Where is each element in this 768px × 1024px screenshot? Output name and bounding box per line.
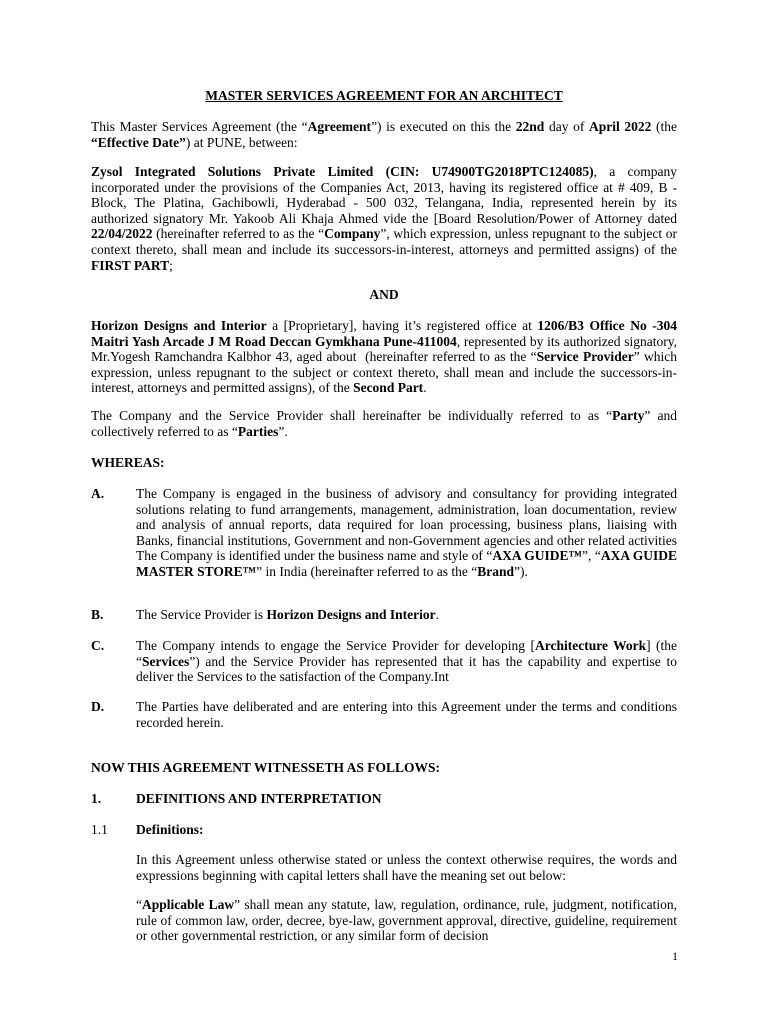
- subsection-1-1-heading: [91, 822, 677, 840]
- and-separator: AND: [369, 287, 399, 302]
- section-title: DEFINITIONS AND INTERPRETATION: [136, 791, 382, 806]
- recital-label: A.: [91, 486, 105, 501]
- second-party-paragraph: Horizon Designs and Interior a [Proprietary], having it’s registered office at 1206/B3 Office No -304 Maitri Yash Arcade J M Road Deccan Gymkhana Pune-411004, represented by its authorized signatory, Mr.Yogesh Ramchandra Kalbhor 43, aged about (hereinafter referred to as the “Service Provider” which expression, unless repugnant to the subject or context thereto, shall mean and include the successors-in-interest, attorneys and permitted assigns), of the Second Part.: [91, 318, 677, 396]
- applicable-law-definition: “Applicable Law” shall mean any statute, law, regulation, ordinance, rule, judgment, notification, rule of common law, order, decree, bye-law, government approval, directive, guideline, requirement or other governmental restriction, or any similar form of decision: [136, 897, 677, 944]
- page-number: 1: [672, 949, 678, 963]
- parties-definition-paragraph: The Company and the Service Provider shall hereinafter be individually referred to as “Party” and collectively referred to as “Parties”.: [91, 408, 677, 439]
- whereas-heading: WHEREAS:: [91, 455, 165, 470]
- section-number: 1.: [91, 791, 102, 806]
- recital-text: The Company intends to engage the Service Provider for developing [Architecture Work] (the “Services”) and the Service Provider has represented that it has the capability and expertise to deliver the Services to the satisfaction of the Company.Int: [136, 638, 677, 685]
- subsection-number: 1.1: [91, 822, 108, 837]
- recital-a: [91, 486, 677, 596]
- document-title: MASTER SERVICES AGREEMENT FOR AN ARCHITECT: [205, 88, 563, 103]
- recital-text: The Company is engaged in the business of advisory and consultancy for providing integrated solutions relating to fund arrangements, management, administration, loan documentation, review and analysis of annual reports, data required for loan processing, business plans, liaising with Banks, financial institutions, Government and non-Government agencies and other related activities The Company is identified under the business name and style of “AXA GUIDE™”, “AXA GUIDE MASTER STORE™” in India (hereinafter referred to as the “Brand”).: [136, 486, 678, 579]
- first-party-paragraph: Zysol Integrated Solutions Private Limited (CIN: U74900TG2018PTC124085), a company incorporated under the provisions of the Companies Act, 2013, having its registered office at # 409, B - Block, The Platina, Gachibowli, Hyderabad - 500 032, Telangana, India, represented herein by its authorized signatory Mr. Yakoob Ali Khaja Ahmed vide the [Board Resolution/Power of Attorney dated 22/04/2022 (hereinafter referred to as the “Company”, which expression, unless repugnant to the subject or context thereto, shall mean and include its successors-in-interest, attorneys and permitted assigns) of the FIRST PART;: [91, 164, 677, 273]
- definitions-intro: In this Agreement unless otherwise stated or unless the context otherwise requires, the words and expressions beginning with capital letters shall have the meaning set out below:: [136, 852, 677, 883]
- recital-d: [91, 699, 677, 733]
- section-1-heading: [91, 791, 677, 809]
- recital-text: The Parties have deliberated and are entering into this Agreement under the terms and conditions recorded herein.: [136, 699, 677, 730]
- subsection-title: Definitions:: [136, 822, 204, 837]
- recital-c: [91, 638, 677, 688]
- witnesseth-heading: NOW THIS AGREEMENT WITNESSETH AS FOLLOWS:: [91, 760, 440, 775]
- recital-b: [91, 607, 677, 627]
- recital-label: C.: [91, 638, 105, 653]
- recital-label: D.: [91, 699, 105, 714]
- intro-paragraph: This Master Services Agreement (the “Agreement”) is executed on this the 22nd day of April 2022 (the “Effective Date”) at PUNE, between:: [91, 119, 677, 150]
- recital-label: B.: [91, 607, 104, 622]
- recital-text: The Service Provider is Horizon Designs and Interior.: [136, 607, 439, 622]
